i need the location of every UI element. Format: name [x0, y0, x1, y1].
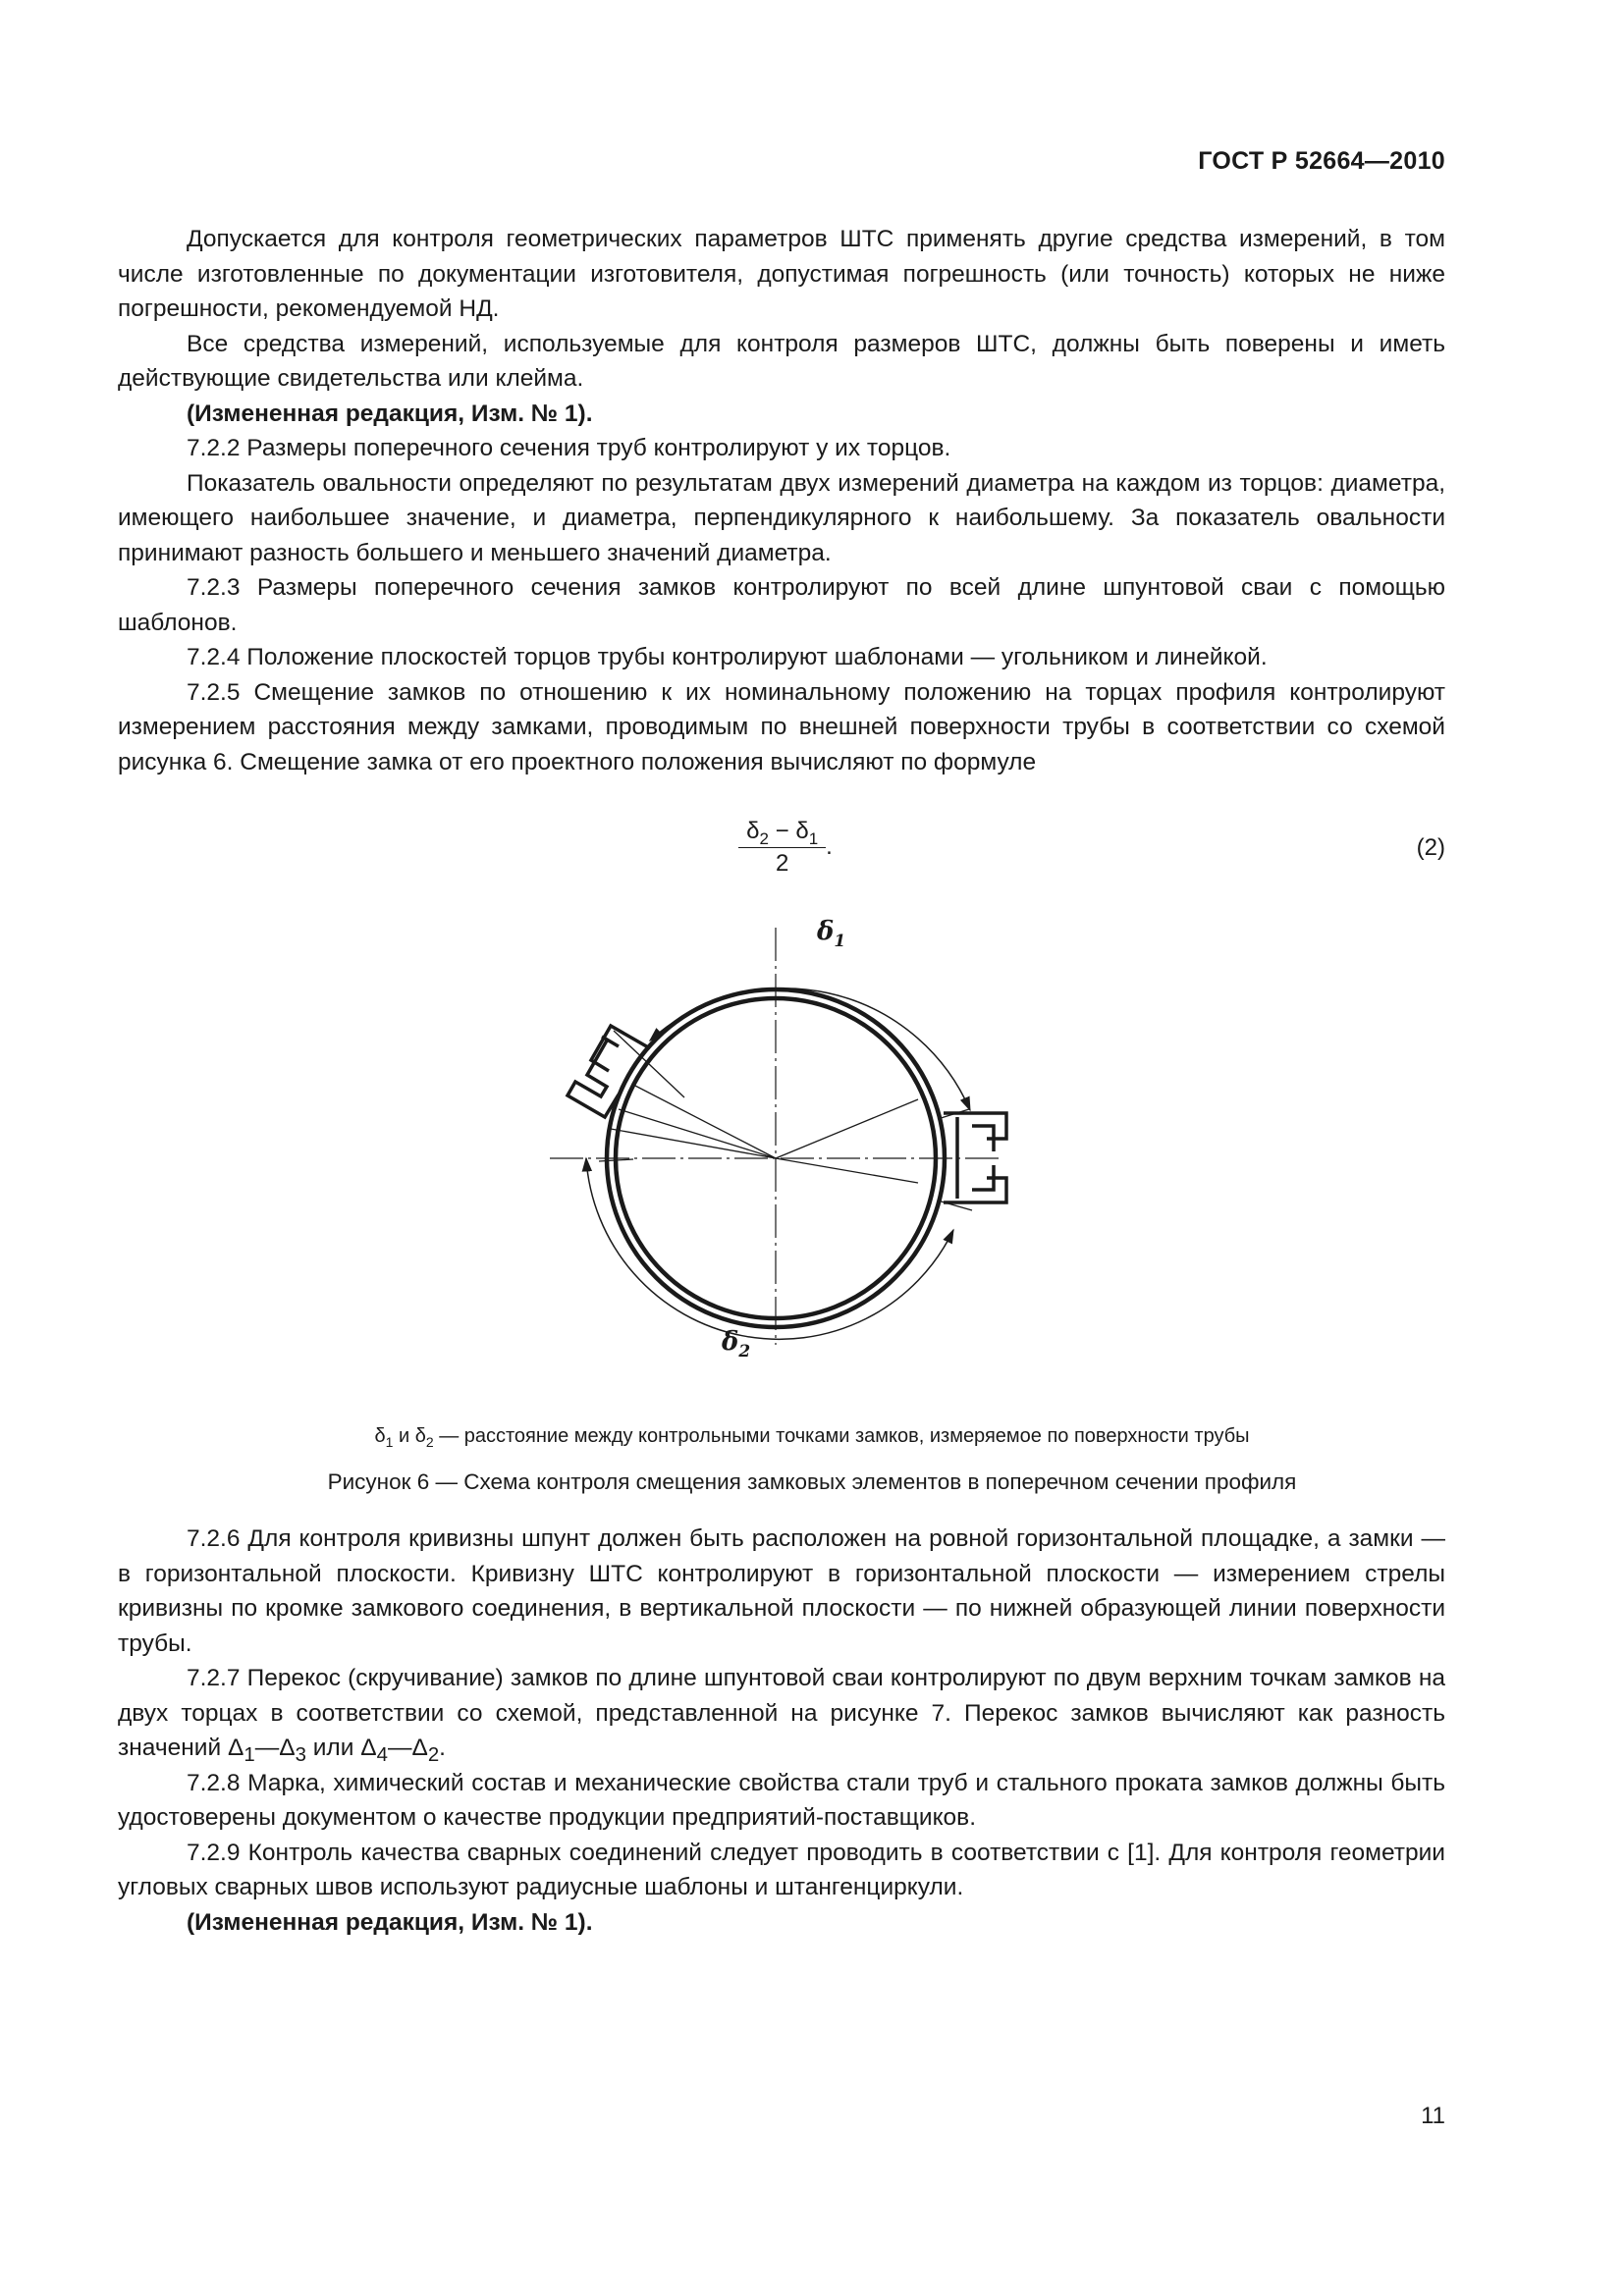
- figure-legend: $\delta_1$ и $\delta_2$ — расстояние между контрольными точками замков, измеряемое по поверхности трубы: [374, 1425, 1250, 1450]
- formula-fraction: [738, 818, 826, 878]
- pipe-cross-section-figure: [540, 908, 1031, 1360]
- paragraph: 7.2.7 Перекос (скручивание) замков по длине шпунтовой сваи контролируют по двум верхним точкам замков на двух торцах в соответствии со схемой, представленной на рисунке 7. Перекос замков вычисляют как разность значений $\Delta_1—\Delta_3$ или $\Delta_4—\Delta_2$.: [118, 1665, 1445, 1766]
- paragraph: 7.2.8 Марка, химический состав и механические свойства стали труб и стального проката замков должны быть удостоверены документом о качестве продукции предприятий-поставщиков.: [118, 1769, 1445, 1831]
- formula-numerator: $\delta_2 - \delta_1$: [738, 818, 826, 848]
- paragraph: Допускается для контроля геометрических параметров ШТС применять другие средства измерений, в том числе изготовленные по документации изготовителя, допустимая погрешность (или точность) которых не ниже погрешности, рекомендуемой НД.: [118, 226, 1445, 322]
- page-number: 11: [1421, 2103, 1445, 2129]
- paragraph: 7.2.6 Для контроля кривизны шпунт должен быть расположен на ровной горизонтальной площадке, а замки — в горизонтальной плоскости. Кривизну ШТС контролируют в горизонтальной плоскости — измерением стрелы кривизны по кромке замкового соединения, в вертикальной плоскости — по нижней образующей линии поверхности трубы.: [118, 1525, 1445, 1657]
- amendment-note: (Измененная редакция, Изм. № 1).: [187, 1908, 593, 1936]
- figure-caption: Рисунок 6 — Схема контроля смещения замковых элементов в поперечном сечении профиля: [327, 1469, 1297, 1494]
- amendment-note: (Измененная редакция, Изм. № 1).: [187, 400, 593, 427]
- paragraph: Показатель овальности определяют по результатам двух измерений диаметра на каждом из торцов: диаметра, имеющего наибольшее значение, и диаметра, перпендикулярного к наибольшему. За показатель овальности принимают разность большего и меньшего значений диаметра.: [118, 469, 1445, 566]
- text-block-bottom: [118, 1522, 1445, 1940]
- paragraph: 7.2.4 Положение плоскостей торцов трубы контролируют шаблонами — угольником и линейкой.: [187, 644, 1268, 670]
- paragraph: 7.2.2 Размеры поперечного сечения труб контролируют у их торцов.: [187, 435, 951, 461]
- equation-number: (2): [1416, 834, 1445, 861]
- formula: [687, 818, 884, 878]
- document-code: ГОСТ Р 52664—2010: [1198, 147, 1445, 175]
- radial-lines: [611, 1085, 918, 1183]
- formula-denominator: 2: [775, 850, 789, 877]
- paragraph: 7.2.9 Контроль качества сварных соединений следует проводить в соответствии с [1]. Для контроля геометрии угловых сварных швов используют радиусные шаблоны и штангенциркули.: [118, 1839, 1445, 1900]
- label-delta1: $\delta_1$: [817, 917, 846, 951]
- paragraph: 7.2.5 Смещение замков по отношению к их номинальному положению на торцах профиля контролируют измерением расстояния между замками, проводимым по внешней поверхности трубы в соответствии со схемой рисунка 6. Смещение замка от его проектного положения вычисляют по формуле: [118, 678, 1445, 775]
- formula-period: .: [826, 832, 833, 860]
- text-block-top: [118, 222, 1445, 779]
- label-delta2: $\delta_2$: [722, 1327, 751, 1360]
- paragraph: 7.2.3 Размеры поперечного сечения замков контролируют по всей длине шпунтовой сваи с помощью шаблонов.: [118, 574, 1445, 636]
- paragraph: Все средства измерений, используемые для контроля размеров ШТС, должны быть поверены и иметь действующие свидетельства или клейма.: [118, 330, 1445, 392]
- lock-left: [568, 1026, 650, 1117]
